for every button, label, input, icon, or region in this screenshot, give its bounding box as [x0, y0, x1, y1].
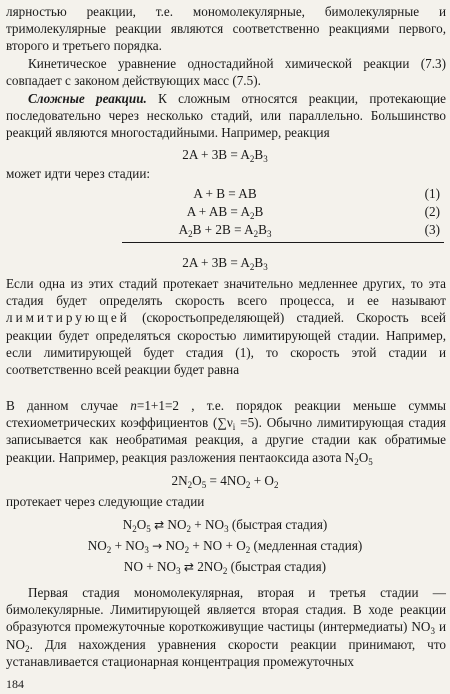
paragraph-following-stages: протекает через следующие стадии	[6, 494, 205, 509]
complex-reactions-heading: Сложные реакции.	[28, 91, 147, 106]
reversible-arrow-icon: ⇄	[183, 560, 194, 574]
equation-stage-3: $A_2B + 2B = A_2B_3$ (3)	[178, 222, 440, 239]
summation-rule	[122, 242, 444, 243]
forward-arrow-icon: →	[152, 539, 163, 553]
equation-overall: $2A + 3B = A_2B_3$	[182, 147, 268, 164]
stage-fast-2: NO + $NO_3$ ⇄ $2NO_2$ (быстрая стадия)	[123, 559, 327, 576]
paragraph-kinetic-equation: Кинетическое уравнение одностадийной химической реакции (7.3) совпадает с законом действующих масс (7.5).	[6, 56, 446, 89]
stage-slow: $NO_2 + NO_3 \to NO_2$ + NO + $O_2$ (медленная стадия)	[87, 538, 363, 555]
equation-number-3: (3)	[424, 222, 440, 237]
paragraph-reaction-order: В данном случае n=1+1=2 , т.е. порядок реакции меньше суммы стехиометрических коэффициентов $(\sum\nu_i =5)$. Обычно лимитирующая стадия записывается как необратимая реакция, а другие стадии как обратимые реакции. Например, реакция разложения пентаоксида азота $N_2O_5$	[6, 398, 446, 467]
page-number: 184	[6, 677, 24, 691]
paragraph-molecularity: лярностью реакции, т.е. мономолекулярные, бимолекулярные и тримолекулярные реакции являются соответственно реакциями первого, второго и третьего порядка.	[6, 4, 446, 54]
reversible-arrow-icon: ⇄	[154, 518, 165, 532]
stage-fast-1: $N_2O_5$ ⇄ $NO_2 + NO_3$ (быстрая стадия)	[122, 517, 328, 534]
equation-number-2: (2)	[424, 204, 440, 219]
paragraph-complex-reactions: Сложные реакции. К сложным относятся реакции, протекающие последовательно через несколько стадий, или параллельно. Большинство реакций являются многостадийными. Например, реакция	[6, 91, 447, 141]
paragraph-stages-intro: может идти через стадии:	[6, 166, 151, 181]
limiting-term: лимитирующей	[6, 310, 130, 326]
equation-sum: $2A + 3B = A_2B_3$	[182, 255, 268, 272]
paragraph-limiting-stage: Если одна из этих стадий протекает значительно медленнее других, то эта стадия будет определять скорость всего процесса, и ее называют лимитирующей (скоростьопределяющей) стадией. Скорость всей реакции будет определяться скоростью лимитирующей стадии. Например, если лимитирующей будет стадия (1), то скорость этой стадии и соответственно всей реакции будет равна	[6, 276, 446, 378]
sum-symbol: ∑ν	[217, 415, 233, 431]
equation-number-1: (1)	[424, 186, 440, 201]
equation-n2o5-decomposition: $2N_2O_5 = 4NO_2 + O_2$	[171, 473, 279, 490]
equation-stage-2: A + AB = $A_2B$ (2)	[186, 204, 440, 221]
paragraph-intermediates: Первая стадия мономолекулярная, вторая и третья стадии — бимолекулярные. Лимитирующей является вторая стадия. В ходе реакции образуются промежуточные короткоживущие частицы (интермедиаты) $NO_3$ и $NO_2$. Для нахождения уравнения скорости реакции принимают, что устанавливается стационарная концентрация промежуточных	[6, 585, 446, 669]
equation-stage-1: A + B = AB (1)	[193, 186, 440, 201]
